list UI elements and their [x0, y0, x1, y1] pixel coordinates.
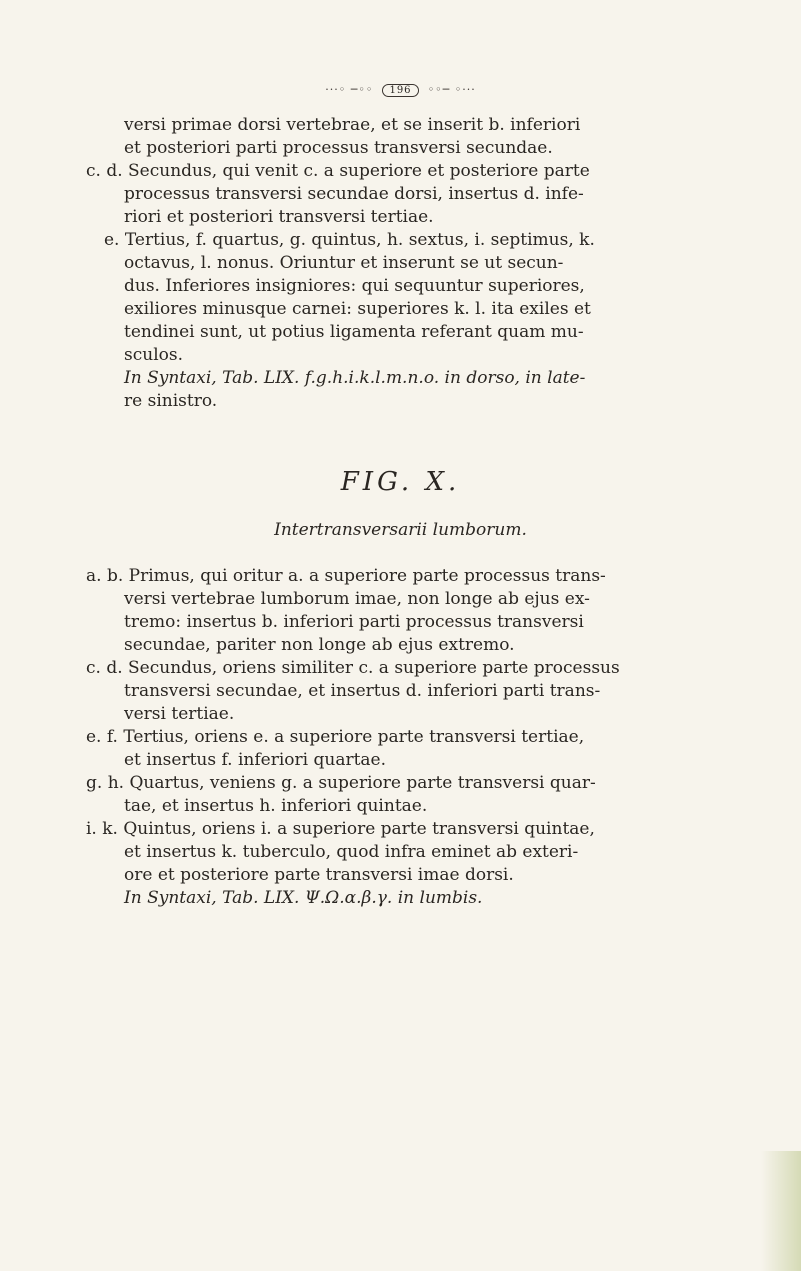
page-header [0, 82, 801, 97]
text-line: tae, et insertus h. inferiori quintae. [124, 796, 428, 816]
text-line: tremo: insertus b. inferiori parti processus transversi [124, 612, 584, 632]
text-line: re sinistro. [124, 391, 218, 411]
text-line: dus. Inferiores insigniores: qui sequuntur superiores, [124, 276, 585, 296]
text-line: tendinei sunt, ut potius ligamenta referant quam mu- [124, 322, 584, 342]
text-line: et insertus f. inferiori quartae. [124, 750, 387, 770]
header-ornament-left: ···◦ ─◦◦ [325, 83, 374, 96]
header-ornament-right: ◦◦─ ◦··· [427, 83, 476, 96]
text-line: versi vertebrae lumborum imae, non longe ab ejus ex- [124, 589, 590, 609]
text-line: riori et posteriori transversi tertiae. [124, 207, 434, 227]
top-section [86, 114, 595, 413]
text-line: i. k. Quintus, oriens i. a superiore parte transversi quintae, [86, 819, 595, 839]
text-line: et posteriori parti processus transversi secundae. [124, 138, 553, 158]
figure-title: FIG. X. [340, 467, 461, 497]
text-line: sculos. [124, 345, 183, 365]
text-line: transversi secundae, et insertus d. inferiori parti trans- [124, 681, 601, 701]
text-line: c. d. Secundus, oriens similiter c. a superiore parte processus [86, 658, 620, 678]
text-line: secundae, pariter non longe ab ejus extremo. [124, 635, 515, 655]
figure-subtitle: Intertransversarii lumborum. [274, 520, 527, 540]
paper-stain [761, 1151, 801, 1271]
text-line: ore et posteriore parte transversi imae dorsi. [124, 865, 514, 885]
text-line: g. h. Quartus, veniens g. a superiore parte transversi quar- [86, 773, 596, 793]
text-line: octavus, l. nonus. Oriuntur et inserunt se ut secun- [124, 253, 564, 273]
text-line: exiliores minusque carnei: superiores k. l. ita exiles et [124, 299, 591, 319]
reference-line: In Syntaxi, Tab. LIX. f.g.h.i.k.l.m.n.o. in dorso, in late- [124, 368, 586, 388]
text-line: a. b. Primus, qui oritur a. a superiore parte processus trans- [86, 566, 606, 586]
text-line: versi tertiae. [124, 704, 235, 724]
text-line: et insertus k. tuberculo, quod infra eminet ab exteri- [124, 842, 579, 862]
text-line: c. d. Secundus, qui venit c. a superiore et posteriore parte [86, 161, 590, 181]
text-line: processus transversi secundae dorsi, insertus d. infe- [124, 184, 584, 204]
page-number: 196 [382, 84, 418, 97]
text-line: e. Tertius, f. quartus, g. quintus, h. sextus, i. septimus, k. [104, 230, 595, 250]
reference-line: In Syntaxi, Tab. LIX. Ψ.Ω.α.β.γ. in lumbis. [124, 888, 483, 908]
text-line: e. f. Tertius, oriens e. a superiore parte transversi tertiae, [86, 727, 585, 747]
bottom-section [86, 565, 620, 910]
text-line: versi primae dorsi vertebrae, et se inserit b. inferiori [124, 115, 581, 135]
